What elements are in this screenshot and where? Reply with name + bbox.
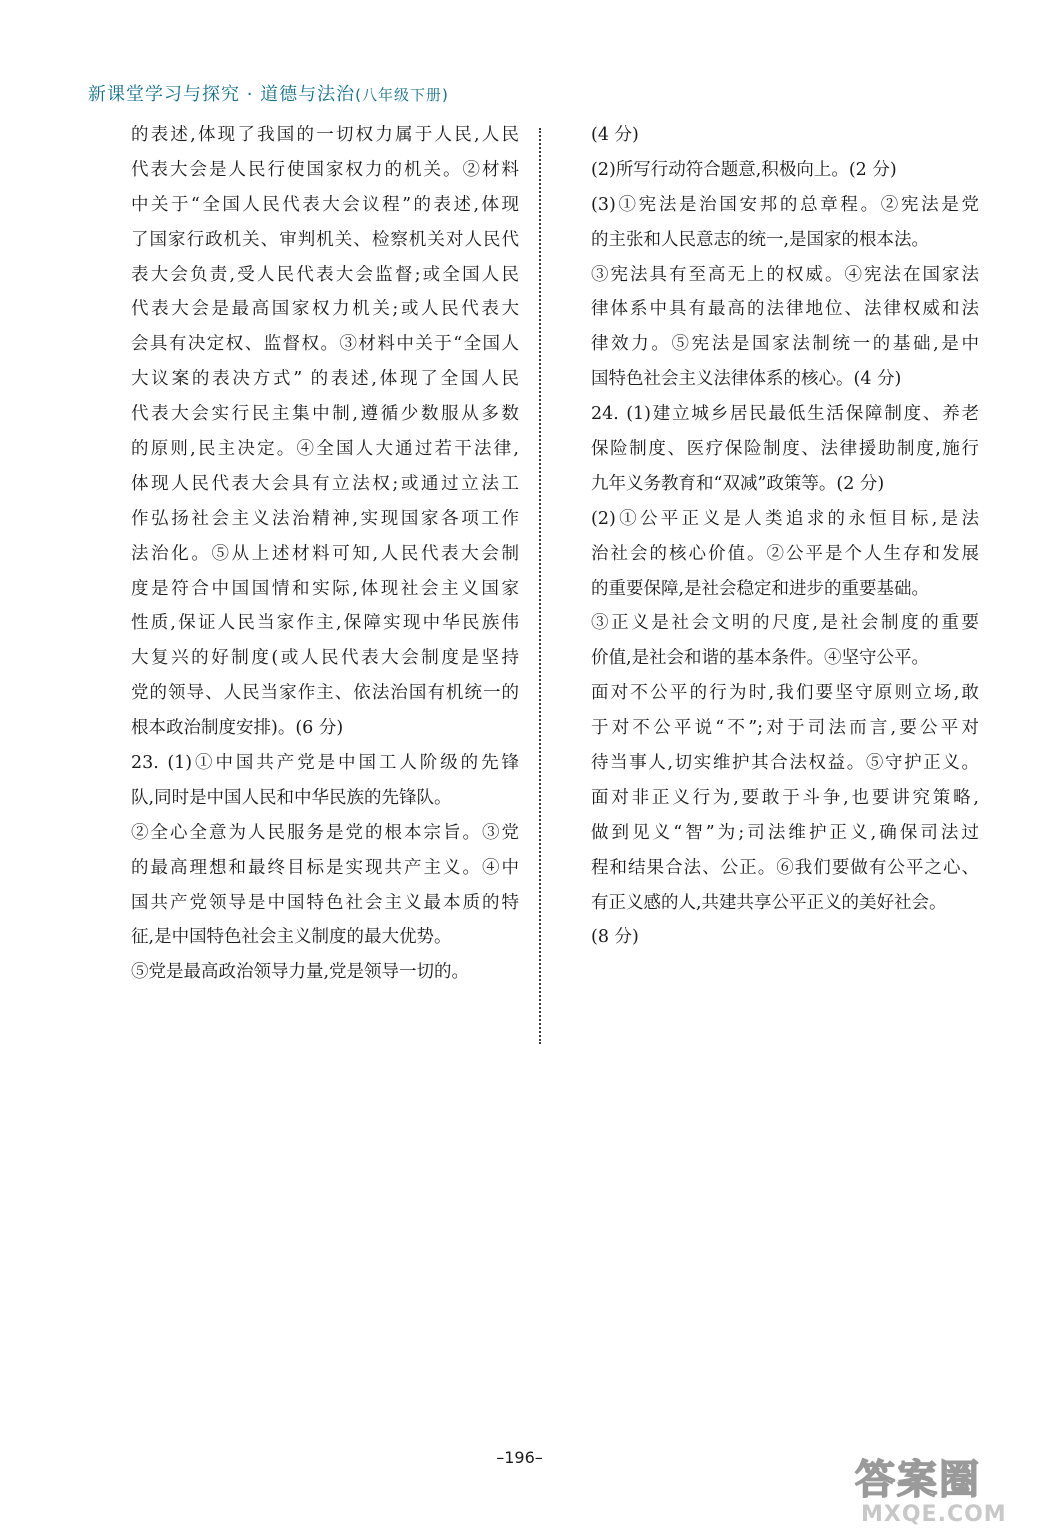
text-line: 根本政治制度安排)。(6 分) xyxy=(131,718,344,739)
text-line: 党的领导、人民当家作主、依法治国有机统一的 xyxy=(131,683,519,704)
watermark-logo xyxy=(845,1448,1025,1532)
text-line: 征,是中国特色社会主义制度的最大优势。 xyxy=(131,927,452,948)
text-line: 律效力。⑤宪法是国家法制统一的基础,是中 xyxy=(591,334,979,355)
text-line: (4 分) xyxy=(591,125,639,145)
header-title: 新课堂学习与探究 · 道德与法治 xyxy=(88,84,356,105)
text-line: 大复兴的好制度(或人民代表大会制度是坚持 xyxy=(131,648,519,669)
text-line: 治社会的核心价值。②公平是个人生存和发展 xyxy=(591,543,979,564)
text-line: 做到见义“智”为;司法维护正义,确保司法过 xyxy=(591,822,979,843)
page-number: –196– xyxy=(496,1448,543,1467)
text-line: 面对非正义行为,要敢于斗争,也要讲究策略, xyxy=(591,787,979,808)
column-divider xyxy=(539,128,541,1044)
text-line: 保险制度、医疗保险制度、法律援助制度,施行 xyxy=(591,439,979,460)
text-line: 的主张和人民意志的统一,是国家的根本法。 xyxy=(591,229,930,250)
text-line: 的表述,体现了我国的一切权力属于人民,人民 xyxy=(131,125,519,145)
text-line: ②全心全意为人民服务是党的根本宗旨。③党 xyxy=(131,822,519,843)
text-line: 的最高理想和最终目标是实现共产主义。④中 xyxy=(131,857,519,878)
text-line: 的重要保障,是社会稳定和进步的重要基础。 xyxy=(591,578,930,599)
text-line: (2)所写行动符合题意,积极向上。(2 分) xyxy=(591,159,897,180)
text-line: 性质,保证人民当家作主,保障实现中华民族伟 xyxy=(131,613,519,634)
text-line: 大议案的表决方式” 的表述,体现了全国人民 xyxy=(131,369,519,390)
text-line: 表大会负责,受人民代表大会监督;或全国人民 xyxy=(131,264,519,285)
text-line: 有正义感的人,共建共享公平正义的美好社会。 xyxy=(591,892,947,913)
text-line: 程和结果合法、公正。⑥我们要做有公平之心、 xyxy=(591,857,979,878)
text-line: 的原则,民主决定。④全国人大通过若干法律, xyxy=(131,439,519,460)
text-line: ⑤党是最高政治领导力量,党是领导一切的。 xyxy=(131,962,470,983)
text-line: ③正义是社会文明的尺度,是社会制度的重要 xyxy=(591,613,979,634)
watermark-domain-text: MXQE.COM xyxy=(861,1502,1007,1527)
text-line: 九年义务教育和“双减”政策等。(2 分) xyxy=(591,473,885,494)
text-line: 了国家行政机关、审判机关、检察机关对人民代 xyxy=(131,229,519,250)
header-subtitle: (八年级下册) xyxy=(355,86,449,104)
text-line: 度是符合中国国情和实际,体现社会主义国家 xyxy=(131,578,519,599)
text-line: 会具有决定权、监督权。③材料中关于“全国人 xyxy=(131,334,519,355)
text-line: (3)①宪法是治国安邦的总章程。②宪法是党 xyxy=(591,194,979,215)
text-line: 代表大会是最高国家权力机关;或人民代表大 xyxy=(131,299,519,320)
text-line: 价值,是社会和谐的基本条件。④坚守公平。 xyxy=(591,648,930,669)
text-line: (2)①公平正义是人类追求的永恒目标,是法 xyxy=(591,508,979,529)
text-line: 法治化。⑤从上述材料可知,人民代表大会制 xyxy=(131,543,519,564)
text-line: 代表大会实行民主集中制,遵循少数服从多数 xyxy=(131,404,519,425)
text-line: 国共产党领导是中国特色社会主义最本质的特 xyxy=(131,892,519,913)
text-line: 面对不公平的行为时,我们要坚守原则立场,敢 xyxy=(591,683,979,704)
text-line: 中关于“全国人民代表大会议程”的表述,体现 xyxy=(131,194,519,215)
right-text-column xyxy=(591,118,979,955)
text-line: 国特色社会主义法律体系的核心。(4 分) xyxy=(591,369,902,390)
text-line: 于对不公平说“不”;对于司法而言,要公平对 xyxy=(591,718,979,739)
text-line: 体现人民代表大会具有立法权;或通过立法工 xyxy=(131,473,519,494)
text-line: 队,同时是中国人民和中华民族的先锋队。 xyxy=(131,787,452,808)
watermark-logo-text: 答案圈 xyxy=(855,1457,981,1503)
text-line: 待当事人,切实维护其合法权益。⑤守护正义。 xyxy=(591,753,979,774)
text-line: 代表大会是人民行使国家权力的机关。②材料 xyxy=(131,159,519,180)
text-line: 律体系中具有最高的法律地位、法律权威和法 xyxy=(591,299,979,320)
left-text-column xyxy=(131,118,519,990)
text-line: ③宪法具有至高无上的权威。④宪法在国家法 xyxy=(591,264,979,285)
text-line: 24. (1)建立城乡居民最低生活保障制度、养老 xyxy=(591,404,979,425)
text-line: 作弘扬社会主义法治精神,实现国家各项工作 xyxy=(131,508,519,529)
text-line: (8 分) xyxy=(591,927,639,948)
text-line: 23. (1)①中国共产党是中国工人阶级的先锋 xyxy=(131,753,519,774)
running-header xyxy=(88,80,449,106)
